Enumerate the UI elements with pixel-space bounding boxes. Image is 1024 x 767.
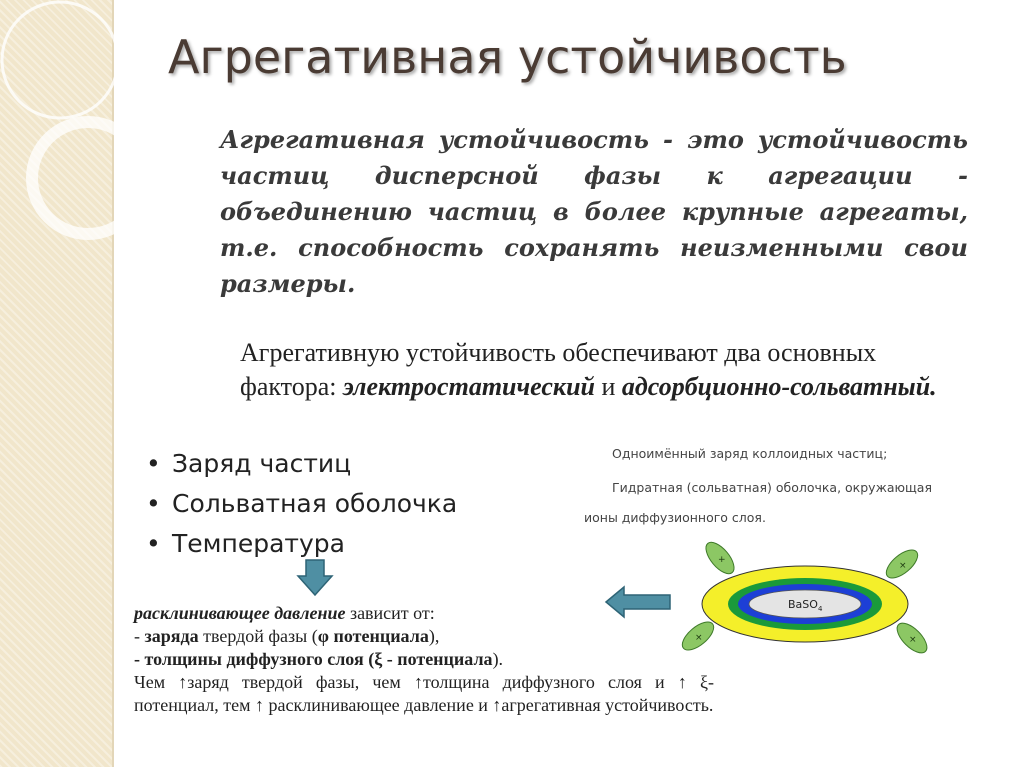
svg-text:+: +: [718, 555, 726, 565]
svg-text:×: ×: [695, 633, 703, 643]
particle-top-right-icon: [882, 545, 923, 583]
note-shell-line2: ионы диффузионного слоя.: [584, 510, 766, 525]
svg-text:×: ×: [899, 561, 907, 571]
factor-electrostatic: электростатический: [342, 372, 595, 401]
svg-text:×: ×: [909, 635, 917, 645]
pressure-block: [134, 602, 714, 717]
pressure-heading: [134, 602, 714, 625]
bullet-item: • Сольватная оболочка: [146, 484, 457, 524]
particle-top-left-icon: [701, 538, 739, 579]
factors-conjunction: и: [601, 372, 616, 401]
decorative-circles: [0, 0, 170, 260]
pressure-term: расклинивающее давление: [134, 603, 346, 623]
factors-intro: Агрегативную устойчивость обеспечивают два основных фактора:: [240, 338, 877, 401]
factor-adsorption: адсорбционно-сольватный.: [621, 372, 937, 401]
down-arrow-icon: [296, 558, 334, 598]
pressure-item-charge: - заряда твердой фазы (φ потенциала),: [134, 626, 440, 646]
pressure-item-thickness: - толщины диффузного слоя (ξ - потенциала).: [134, 649, 504, 669]
note-shell-line1: Гидратная (сольватная) оболочка, окружающая: [612, 480, 932, 495]
definition-text: Агрегативная устойчивость - это устойчивость частиц дисперсной фазы к агрегации - объединению частиц в более крупные агрегаты, т.е. способность сохранять неизменными свои размеры.: [220, 125, 968, 298]
slide-title: Агрегативная устойчивость: [168, 30, 847, 84]
particle-bottom-right-icon: [892, 618, 932, 658]
pressure-depends: зависит от:: [349, 603, 435, 623]
core-label: BaSO$_4$: [788, 598, 823, 613]
bullet-item: • Температура: [146, 524, 457, 564]
bullet-item: • Заряд частиц: [146, 444, 457, 484]
factors-paragraph: [240, 336, 940, 404]
factor-bullet-list: [146, 444, 457, 564]
note-charge: Одноимённый заряд коллоидных частиц;: [612, 446, 888, 461]
pressure-conclusion: Чем ↑заряд твердой фазы, чем ↑толщина диффузного слоя и ↑ ξ- потенциал, тем ↑ расклинивающее давление и ↑агрегативная устойчивость.: [134, 672, 714, 715]
